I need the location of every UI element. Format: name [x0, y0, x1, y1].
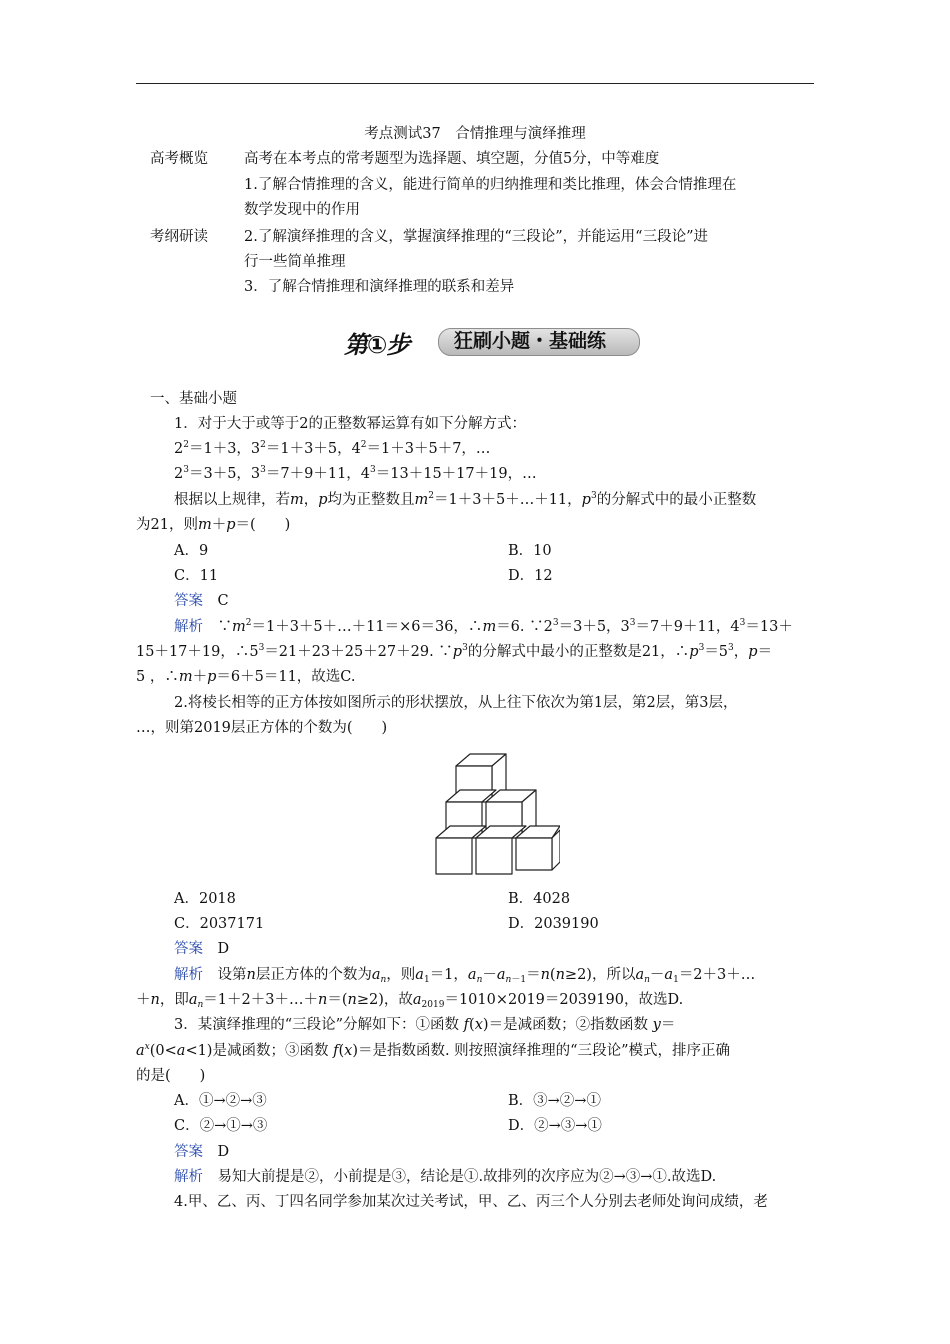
section-title: 一、基础小题 — [150, 391, 237, 407]
top-rule — [136, 83, 814, 84]
overview-label: 高考概览 — [150, 151, 208, 167]
q3-stem-3: 的是( ) — [136, 1068, 206, 1084]
q2-option-d: D．2039190 — [508, 916, 599, 932]
overview-text: 高考在本考点的常考题型为选择题、填空题，分值5分，中等难度 — [244, 151, 660, 167]
q2-option-a: A．2018 — [174, 891, 236, 907]
q2-option-b: B．4028 — [508, 891, 571, 907]
q1-formula-1: $2^2=1+3$，$3^2=1+3+5$，$4^2=1+3+5+7$，… — [174, 440, 491, 457]
q2-answer — [174, 937, 854, 962]
q1-solution-2: 15＋17＋19，$\therefore 5^3=21+23+25+27+29$. $\because p^3$的分解式中最小的正整数是21，$\therefore p^3=5^3$，p＝ — [136, 643, 773, 660]
answer-value: C — [217, 593, 229, 609]
q3-solution — [174, 1165, 854, 1190]
solution-label: 解析 — [174, 1169, 203, 1185]
solution-label: 解析 — [174, 967, 203, 983]
answer-label: 答案 — [174, 1144, 203, 1160]
q1-solution-1: 解析 $\because m^2=1+3+5+\dots+11=\times 6=36$，∴m＝6. $\because 2^3=3+5$，$3^3=7+9+11$，$4^3=13+$ — [174, 618, 793, 635]
answer-value: D — [217, 1144, 230, 1160]
syllabus-item-2: 2.了解演绎推理的含义，掌握演绎推理的“三段论”，并能运用“三段论”进 — [244, 229, 708, 245]
q1-option-a: A．9 — [174, 543, 209, 559]
step-banner — [344, 325, 644, 359]
q1-option-b: B．10 — [508, 543, 552, 559]
q1-formula-2: $2^3=3+5$，$3^3=7+9+11$，$4^3=13+15+17+19$，… — [174, 465, 537, 482]
syllabus-item-3: 3．了解合情推理和演绎推理的联系和差异 — [244, 279, 515, 295]
q1-solution-3: 5 ，∴m＋p＝6＋5＝11，故选C. — [136, 669, 356, 685]
syllabus-item-1: 1.了解合情推理的含义，能进行简单的归纳推理和类比推理，体会合情推理在 — [244, 177, 737, 193]
q1-option-d: D．12 — [508, 568, 553, 584]
banner-text: 狂刷小题・基础练 — [454, 330, 607, 352]
syllabus-label: 考纲研读 — [150, 229, 208, 245]
q2-stem-1: 2.将棱长相等的正方体按如图所示的形状摆放，从上往下依次为第1层，第2层，第3层， — [174, 695, 738, 711]
syllabus-item-2-cont: 行一些简单推理 — [244, 254, 346, 270]
syllabus-item-1-cont: 数学发现中的作用 — [244, 202, 360, 218]
answer-label: 答案 — [174, 941, 203, 957]
q1-stem: 1．对于大于或等于2的正整数幂运算有如下分解方式： — [174, 416, 526, 432]
q1-stem-3: 为21，则m＋p＝( ) — [136, 517, 291, 533]
step-label: 第①步 — [344, 331, 410, 359]
q2-stem-2: …，则第2019层正方体的个数为( ) — [136, 720, 388, 736]
q3-option-d: D．②→③→① — [508, 1118, 602, 1134]
q2-solution-2: ＋n，即$a_n=1+2+3+\dots+n=(n\ge 2)$，故$a_{2019}=1010\times 2019=2039190$，故选D. — [136, 992, 684, 1010]
q1-option-c: C．11 — [174, 568, 219, 584]
q3-stem-2: $a^x(0<a<1)$是减函数；③函数 f(x)＝是指数函数. 则按照演绎推理的“三段论”模式，排序正确 — [136, 1042, 731, 1059]
q4-stem: 4.甲、乙、丙、丁四名同学参加某次过关考试，甲、乙、丙三个人分别去老师处询问成绩，老 — [174, 1194, 768, 1210]
solution-label: 解析 — [174, 619, 203, 635]
q3-answer — [174, 1140, 854, 1165]
q1-answer — [174, 589, 854, 614]
q3-stem-1: 3．某演绎推理的“三段论”分解如下：①函数 f(x)＝是减函数；②指数函数 y＝ — [174, 1017, 676, 1033]
answer-label: 答案 — [174, 593, 203, 609]
q1-stem-2: 根据以上规律，若m，p均为正整数且$m^2=1+3+5+\dots+11$，$p^3$的分解式中的最小正整数 — [174, 491, 757, 508]
cube-stack-figure — [430, 748, 560, 878]
solution-text: 易知大前提是②，小前提是③，结论是①.故排列的次序应为②→③→①.故选D. — [217, 1169, 717, 1185]
answer-value: D — [217, 941, 230, 957]
q2-solution-1: 解析 设第n层正方体的个数为$a_n$，则$a_1=1$，$a_n-a_{n-1}=n(n\ge 2)$，所以$a_n-a_1=2+3+\dots$ — [174, 967, 756, 985]
q3-option-b: B．③→②→① — [508, 1093, 601, 1109]
page-title: 考点测试37 合情推理与演绎推理 — [364, 126, 586, 142]
q3-option-a: A．①→②→③ — [174, 1093, 267, 1109]
q3-option-c: C．②→①→③ — [174, 1118, 268, 1134]
q2-option-c: C．2037171 — [174, 916, 265, 932]
